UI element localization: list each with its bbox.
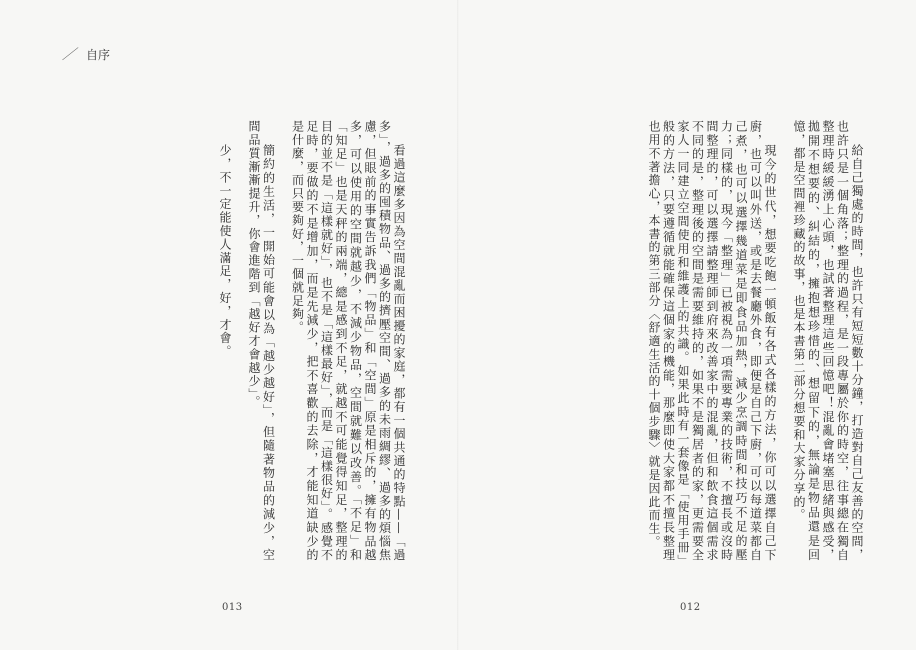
paragraph: 少，不一定能使人滿足，好，才會。 (218, 144, 232, 359)
chapter-title: 自序 (86, 47, 111, 62)
paragraph: 看過這麼多因為空間混亂而困擾的家庭，都有一個共通的特點——「過多」，過多的囤積物品、過多的擠壓空間、過多的未雨綢繆、過多的煩惱焦慮，但眼前的事實告訴我們「物品」和「空間」原是相斥的，擁有物品越多，可以使用的空間就越少，不減少物品，空間就難以改善。「不足」和「知足」也是天秤的兩端，總是感到不足，就越不可能覺得知足，整理的目的並不是「這樣就好」，也不是「這樣最好」，而是「這樣很好」。感覺不足時，要做的不是增加，而是先減少，把不喜歡的去除，才能知道缺少的是什麼，而只要夠好，一個就足夠。 (290, 120, 406, 562)
right-page-body (632, 120, 864, 562)
paragraph: 現今的世代，想要吃飽一頓飯有各式各樣的方法，你可以選擇自己下廚，也可以叫外送，或是去餐廳外食，即便是自己下廚，可以每道菜都自己煮，也可以選擇幾道菜是即食品加熱，減少烹調時間和技巧不足的壓力；同樣的，現今「整理」已被視為一項需要專業的技術，不擅長或沒時間整理的，可以選擇請整理師到府來改善家中的混亂，但和飲食這個需求不同的是，整理後的空間是需要維持的，如果不是獨居者的家，更需要全家人一同建立空間使用和維護上的共識。如果此時有一套像是「使用手冊」般的方法，只要遵循就能確保這個家的機能，那麼即使大家都不擅長整理也用不著擔心，本書的第三部分〈舒適生活的十個步驟〉就是因此而生。 (647, 120, 777, 562)
header-slash: ／ (62, 47, 76, 63)
page-number: 012 (680, 602, 701, 613)
paragraph: 給自己獨處的時間，也許只有短短數十分鐘，打造對自己友善的空間，也許只是一個角落；整理的過程，是一段專屬於你的時空，往事總在獨自整理時緩緩湧上心頭，也試著整理這些回憶吧！混亂會堵塞思緒與感受，拋開不想要的、糾結的，擁抱想珍惜的、想留下的，無論是物品還是回憶，都是空間裡珍藏的故事，也是本書第二部分想要和大家分享的。 (792, 120, 864, 562)
right-page (458, 0, 916, 650)
left-page-body (203, 120, 406, 562)
paragraph: 簡約的生活，一開始可能會以為「越少越好」，但隨著物品的減少，空間品質漸漸提升，你會進階到「越好才會越少」。 (247, 120, 276, 562)
page-number: 013 (222, 602, 243, 613)
